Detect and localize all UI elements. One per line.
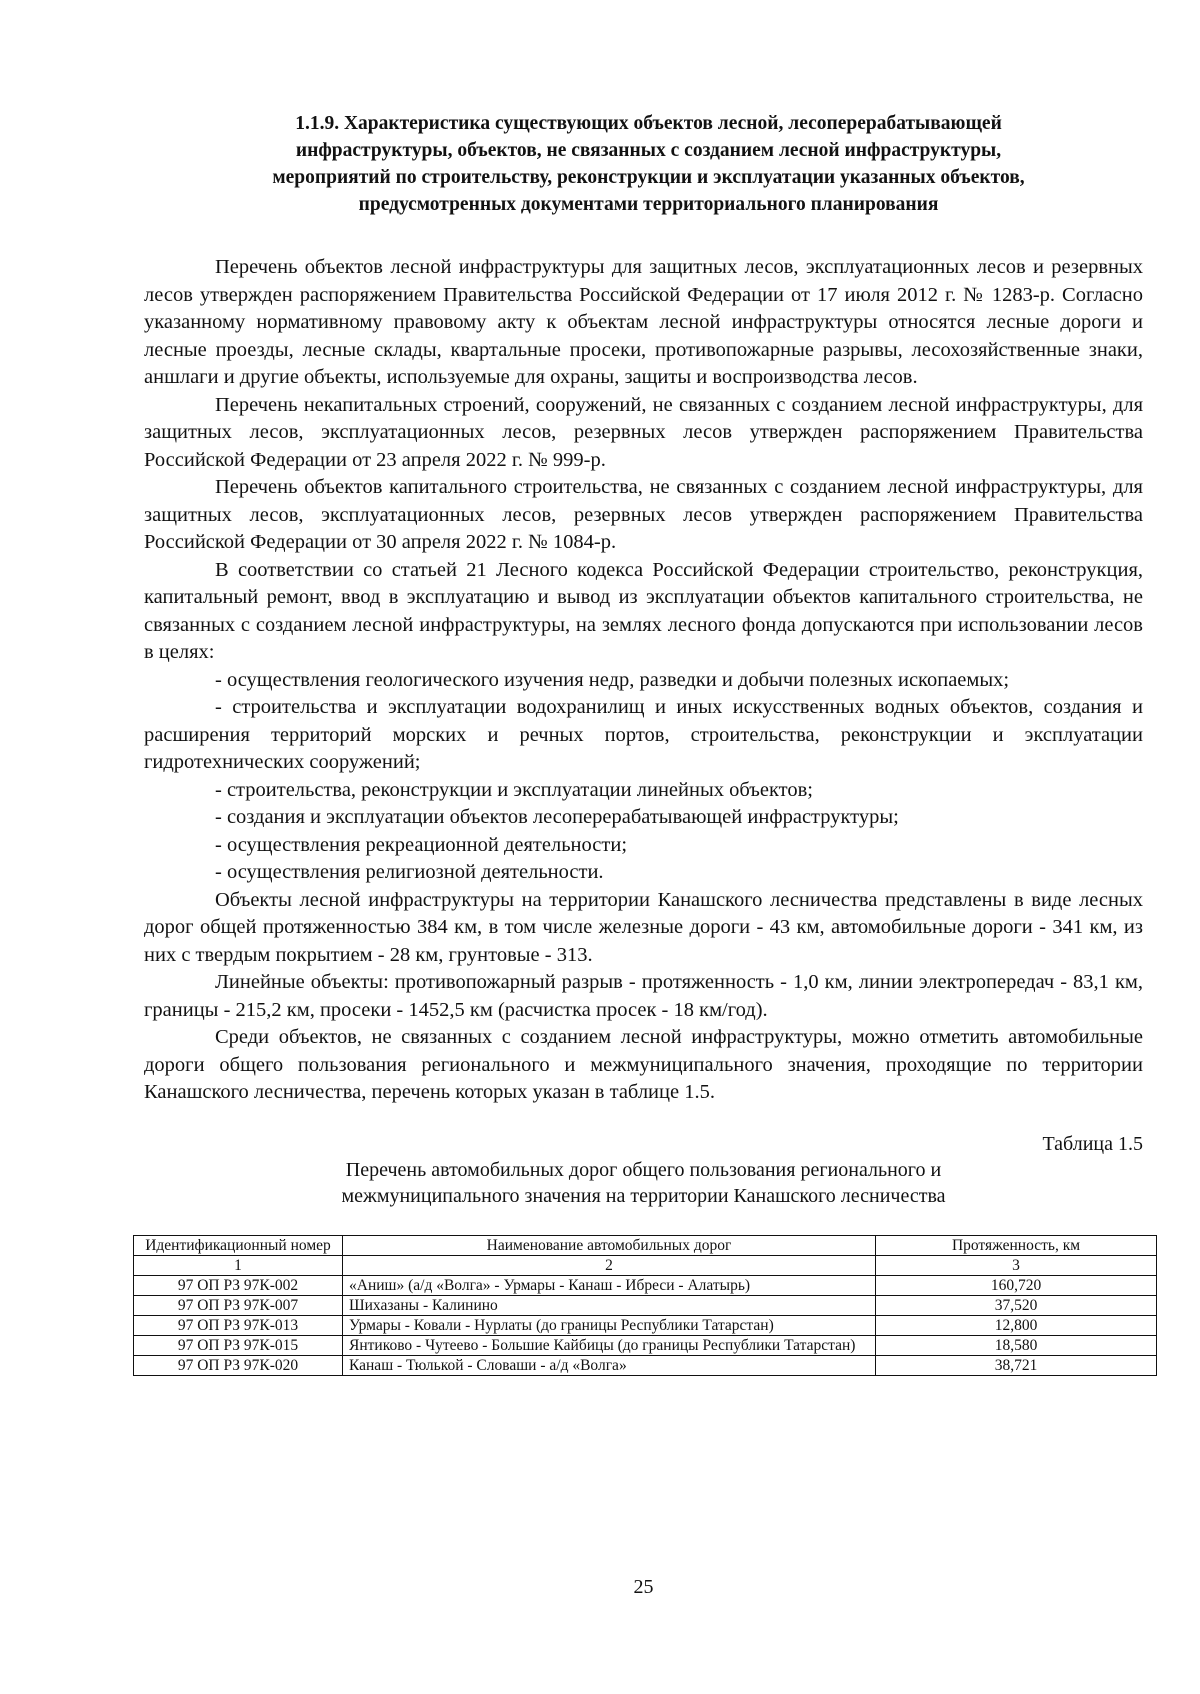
column-number-row xyxy=(134,1255,1157,1275)
roads-table xyxy=(133,1235,1157,1376)
list-item: - строительства, реконструкции и эксплуатации линейных объектов; xyxy=(215,778,813,801)
road-length: 37,520 xyxy=(876,1295,1157,1315)
road-id: 97 ОП РЗ 97К-007 xyxy=(134,1295,343,1315)
column-number: 3 xyxy=(876,1255,1157,1275)
heading-line: инфраструктуры, объектов, не связанных с созданием лесной инфраструктуры, xyxy=(295,140,1002,161)
heading-line: 1.1.9. Характеристика существующих объектов лесной, лесоперерабатывающей xyxy=(295,113,1002,134)
road-length: 12,800 xyxy=(876,1315,1157,1335)
road-length: 160,720 xyxy=(876,1275,1157,1295)
header-cell-id: Идентификационный номер xyxy=(134,1235,343,1255)
list-item: - строительства и эксплуатации водохранилищ и иных искусственных водных объектов, создания и расширения территорий морских и речных портов, строительства, реконструкции и эксплуатации гидротехнических сооружений; xyxy=(144,696,1143,773)
header-cell-length: Протяженность, км xyxy=(876,1235,1157,1255)
table-row xyxy=(134,1295,1157,1315)
table-header-row xyxy=(134,1235,1157,1255)
road-id: 97 ОП РЗ 97К-020 xyxy=(134,1355,343,1375)
paragraph: Линейные объекты: противопожарный разрыв - протяженность - 1,0 км, линии электропередач - 83,1 км, границы - 215,2 км, просеки - 1452,5 км (расчистка просек - 18 км/год). xyxy=(144,971,1143,1021)
table-title-line: Перечень автомобильных дорог общего пользования регионального и xyxy=(345,1158,942,1181)
table-title-line: межмуниципального значения на территории Канашского лесничества xyxy=(341,1184,946,1207)
road-name: Урмары - Ковали - Нурлаты (до границы Республики Татарстан) xyxy=(343,1315,876,1335)
table-row xyxy=(134,1275,1157,1295)
road-name: «Аниш» (а/д «Волга» - Урмары - Канаш - Ибреси - Алатырь) xyxy=(343,1275,876,1295)
page-number: 25 xyxy=(633,1576,654,1598)
body-text xyxy=(144,254,1143,1107)
list-item: - осуществления рекреационной деятельности; xyxy=(215,833,628,856)
table-row xyxy=(134,1315,1157,1335)
table-row xyxy=(134,1355,1157,1375)
paragraph: Перечень объектов капитального строительства, не связанных с созданием лесной инфраструктуры, для защитных лесов, эксплуатационных лесов, резервных лесов утвержден распоряжением Правительства Российской Федерации от 30 апреля 2022 г. № 1084-р. xyxy=(144,476,1143,553)
road-length: 38,721 xyxy=(876,1355,1157,1375)
road-name: Шихазаны - Калинино xyxy=(343,1295,876,1315)
road-length: 18,580 xyxy=(876,1335,1157,1355)
road-id: 97 ОП РЗ 97К-002 xyxy=(134,1275,343,1295)
road-name: Канаш - Тюлькой - Словаши - а/д «Волга» xyxy=(343,1355,876,1375)
table-number: Таблица 1.5 xyxy=(1042,1132,1143,1155)
header-cell-name: Наименование автомобильных дорог xyxy=(343,1235,876,1255)
column-number: 1 xyxy=(134,1255,343,1275)
section-heading xyxy=(144,110,1143,218)
column-number: 2 xyxy=(343,1255,876,1275)
paragraph: Перечень объектов лесной инфраструктуры для защитных лесов, эксплуатационных лесов и резервных лесов утвержден распоряжением Правительства Российской Федерации от 17 июля 2012 г. № 1283-р. Согласно указанному нормативному правовому акту к объектам лесной инфраструктуры относятся лесные дороги и лесные проезды, лесные склады, квартальные просеки, противопожарные разрывы, лесохозяйственные знаки, аншлаги и другие объекты, используемые для охраны, защиты и воспроизводства лесов. xyxy=(144,256,1143,388)
table-title xyxy=(144,1157,1143,1209)
paragraph: Объекты лесной инфраструктуры на территории Канашского лесничества представлены в виде лесных дорог общей протяженностью 384 км, в том числе железные дороги - 43 км, автомобильные дороги - 341 км, из них с твердым покрытием - 28 км, грунтовые - 313. xyxy=(144,888,1143,966)
road-name: Янтиково - Чутеево - Большие Кайбицы (до границы Республики Татарстан) xyxy=(343,1335,876,1355)
road-id: 97 ОП РЗ 97К-015 xyxy=(134,1335,343,1355)
heading-line: предусмотренных документами территориального планирования xyxy=(358,194,939,215)
list-item: - осуществления геологического изучения недр, разведки и добычи полезных ископаемых; xyxy=(215,668,1010,691)
paragraph: В соответствии со статьей 21 Лесного кодекса Российской Федерации строительство, реконструкция, капитальный ремонт, ввод в эксплуатацию и вывод из эксплуатации объектов капитального строительства, не связанных с созданием лесной инфраструктуры, на землях лесного фонда допускаются при использовании лесов в целях: xyxy=(144,558,1143,663)
paragraph: Перечень некапитальных строений, сооружений, не связанных с созданием лесной инфраструктуры, для защитных лесов, эксплуатационных лесов, резервных лесов утвержден распоряжением Правительства Российской Федерации от 23 апреля 2022 г. № 999-р. xyxy=(144,393,1143,471)
list-item: - создания и эксплуатации объектов лесоперерабатывающей инфраструктуры; xyxy=(215,806,899,828)
paragraph: Среди объектов, не связанных с созданием лесной инфраструктуры, можно отметить автомобильные дороги общего пользования регионального и межмуниципального значения, проходящие по территории Канашского лесничества, перечень которых указан в таблице 1.5. xyxy=(144,1026,1143,1103)
road-id: 97 ОП РЗ 97К-013 xyxy=(134,1315,343,1335)
table-row xyxy=(134,1335,1157,1355)
heading-line: мероприятий по строительству, реконструкции и эксплуатации указанных объектов, xyxy=(272,167,1025,188)
list-item: - осуществления религиозной деятельности. xyxy=(215,861,604,883)
